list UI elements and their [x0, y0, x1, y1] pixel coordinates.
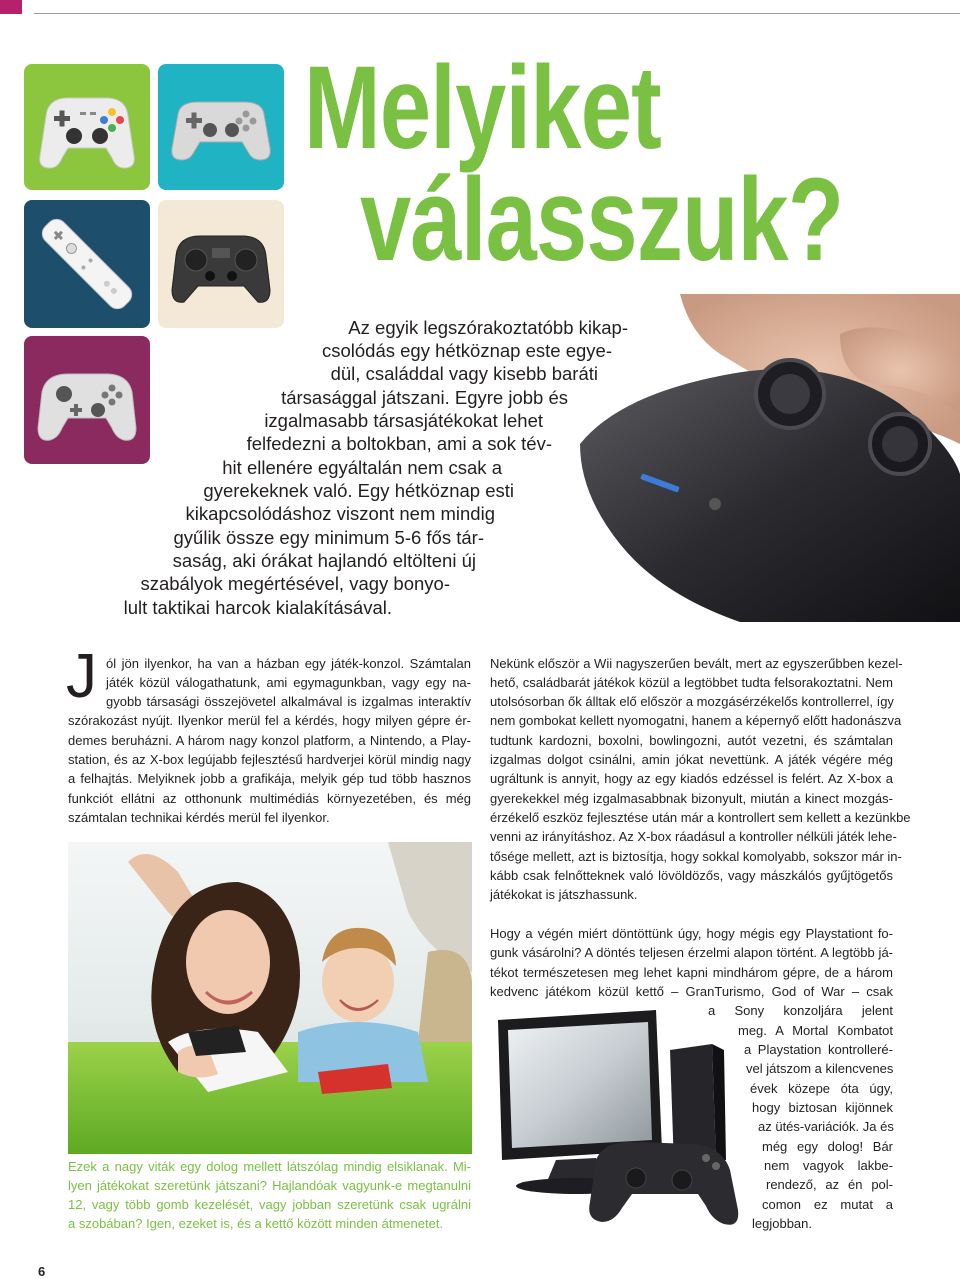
- intro-line: Az egyik legszórakoztatóbb kikap-: [348, 317, 628, 338]
- body-line: még egy dolog! Bár: [762, 1139, 893, 1154]
- body-line: nem gombokat kellett nyomogatni, hanem a képernyő előtt hadonászva: [490, 713, 902, 728]
- body-line: ugráltunk is annyit, hogy az egy kiadós edzéssel is felért. Az X-box a: [490, 771, 893, 786]
- page-title-line1: Melyiket: [304, 42, 661, 174]
- body-line: Hogy a végén miért döntöttünk úgy, hogy mégis egy Playstationt fo-: [490, 926, 893, 941]
- body-line: gunk vásárolni? A döntés teljesen érzelmi alapon történt. A legtöbb já-: [490, 945, 893, 960]
- body-line: funkciót ellátni az otthonunk multimédiás környezetében, és még: [68, 791, 471, 806]
- body-line: tősége mellett, azt is biztosítja, hogy sokkal komolyabb, sokszor már in-: [490, 849, 902, 864]
- caption-line: a szobában? Igen, ezeket is, és a kettő között minden átmenetet.: [68, 1216, 444, 1231]
- intro-line: izgalmasabb társasjátékokat lehet: [264, 410, 543, 431]
- body-line: rendező, az én pol-: [766, 1177, 893, 1192]
- body-line: tékot természetesen meg lehet kapni mindhárom gépre, de a három: [490, 965, 893, 980]
- caption-line: 12, vagy több gomb kezelését, vagy jobban szeretünk csak ugrálni: [68, 1197, 471, 1212]
- intro-line: társasággal játszani. Egyre jobb és: [281, 387, 568, 408]
- body-line: utolsósorban ők álltak elő először a mozgásérzékelős kontrollerrel, így: [490, 694, 894, 709]
- body-line: gyerekekkel még izgalmasabbnak bizonyult, miután a kinect mozgás-: [490, 791, 893, 806]
- body-line: hető, családbarát játékok közül a legtöbbet tudta felsorakoztatni. Nem: [490, 675, 893, 690]
- body-line: Nekünk először a Wii nagyszerűen bevált, mert az egyszerűbben kezel-: [490, 656, 903, 671]
- body-line: kább csak felnőtteknek való lövöldözős, vagy mászkálós gyűjtögetős: [490, 868, 893, 883]
- body-line: tudtunk kardozni, boxolni, bowlingozni, autót vezetni, és számtalan: [490, 733, 893, 748]
- page-number: 6: [38, 1264, 46, 1279]
- body-line: demes beruházni. A három nagy konzol platform, a Nintendo, a Play-: [68, 733, 471, 748]
- page-title-line2: válasszuk?: [360, 154, 844, 286]
- caption-line: lyen játékokat szeretünk játszani? Hajlandóak vagyunk-e megtanulni: [68, 1178, 471, 1193]
- body-line: vel játszom a kilencvenes: [746, 1061, 894, 1076]
- body-line: számtalan technikai kérdés merül fel ilyenkor.: [68, 810, 330, 825]
- intro-line: csolódás egy hétköznap este egye-: [321, 340, 612, 361]
- body-line: ól jön ilyenkor, ha van a házban egy játék-konzol. Számtalan: [106, 656, 471, 671]
- body-line: érzékelő eszköz fejlesztése után már a kontrollert sem kellett a kezünkbe: [490, 810, 911, 825]
- body-line: hogy biztosan kijönnek: [752, 1100, 893, 1115]
- intro-line: dül, családdal vagy kisebb baráti: [330, 363, 598, 384]
- intro-line: felfedezni a boltokban, ami a sok tév-: [246, 433, 552, 454]
- intro-line: gyerekeknek való. Egy hétköznap esti: [203, 480, 514, 501]
- body-line: meg. A Mortal Kombatot: [738, 1023, 893, 1038]
- body-line: venni az irányításhoz. Az X-box ráadásul a kontroller nélküli játék lehe-: [490, 829, 897, 844]
- body-line: a Playstation kontrolleré-: [744, 1042, 893, 1057]
- body-line: évek közepe óta úgy,: [750, 1081, 893, 1096]
- body-line: nem vagyok lakbe-: [764, 1158, 893, 1173]
- body-line: játék közül válogathatunk, ami egymagunkban, vagy egy na-: [106, 675, 471, 690]
- body-line: szórakozást nyújt. Ilyenkor merül fel a kérdés, hogy milyen gépre ér-: [68, 713, 471, 728]
- intro-line: szabályok megértésével, vagy bonyo-: [140, 573, 450, 594]
- body-line: játékokat is játszhassunk.: [490, 887, 638, 902]
- body-line: az ütés-variációk. Ja és: [758, 1119, 894, 1134]
- body-line: legjobban.: [752, 1216, 812, 1231]
- intro-line: hit ellenére egyáltalán nem csak a: [222, 457, 502, 478]
- intro-line: saság, aki órákat hajlandó eltölteni új: [172, 550, 476, 571]
- body-line: kedvenc játékom közül kettő – GranTurismo, God of War – csak: [490, 984, 893, 999]
- body-line: gyobb társasági összejövetel alkalmával is izgalmas interaktív: [106, 694, 471, 709]
- body-line: comon ez mutat a: [762, 1197, 893, 1212]
- body-line: a felhajtás. Melyiknek jobb a grafikája, melyik gép tud több hasznos: [68, 771, 471, 786]
- intro-line: kikapcsolódáshoz viszont nem mindig: [185, 503, 495, 524]
- body-line: station, és az X-box legújabb fejlesztésű hardverjei körül mindig nagy: [68, 752, 471, 767]
- intro-line: lult taktikai harcok kialakításával.: [123, 597, 392, 618]
- caption-line: Ezek a nagy viták egy dolog mellett látszólag mindig elsiklanak. Mi-: [68, 1159, 471, 1174]
- drop-cap: J: [66, 642, 97, 711]
- console-monitor-illustration: [486, 1010, 752, 1240]
- body-line: a Sony konzoljára jelent: [708, 1003, 893, 1018]
- body-line: izgalmas dolgot csinálni, amin jókat nevettünk. A játék végére még: [490, 752, 893, 767]
- intro-line: gyűlik össze egy minimum 5-6 fős tár-: [173, 527, 484, 548]
